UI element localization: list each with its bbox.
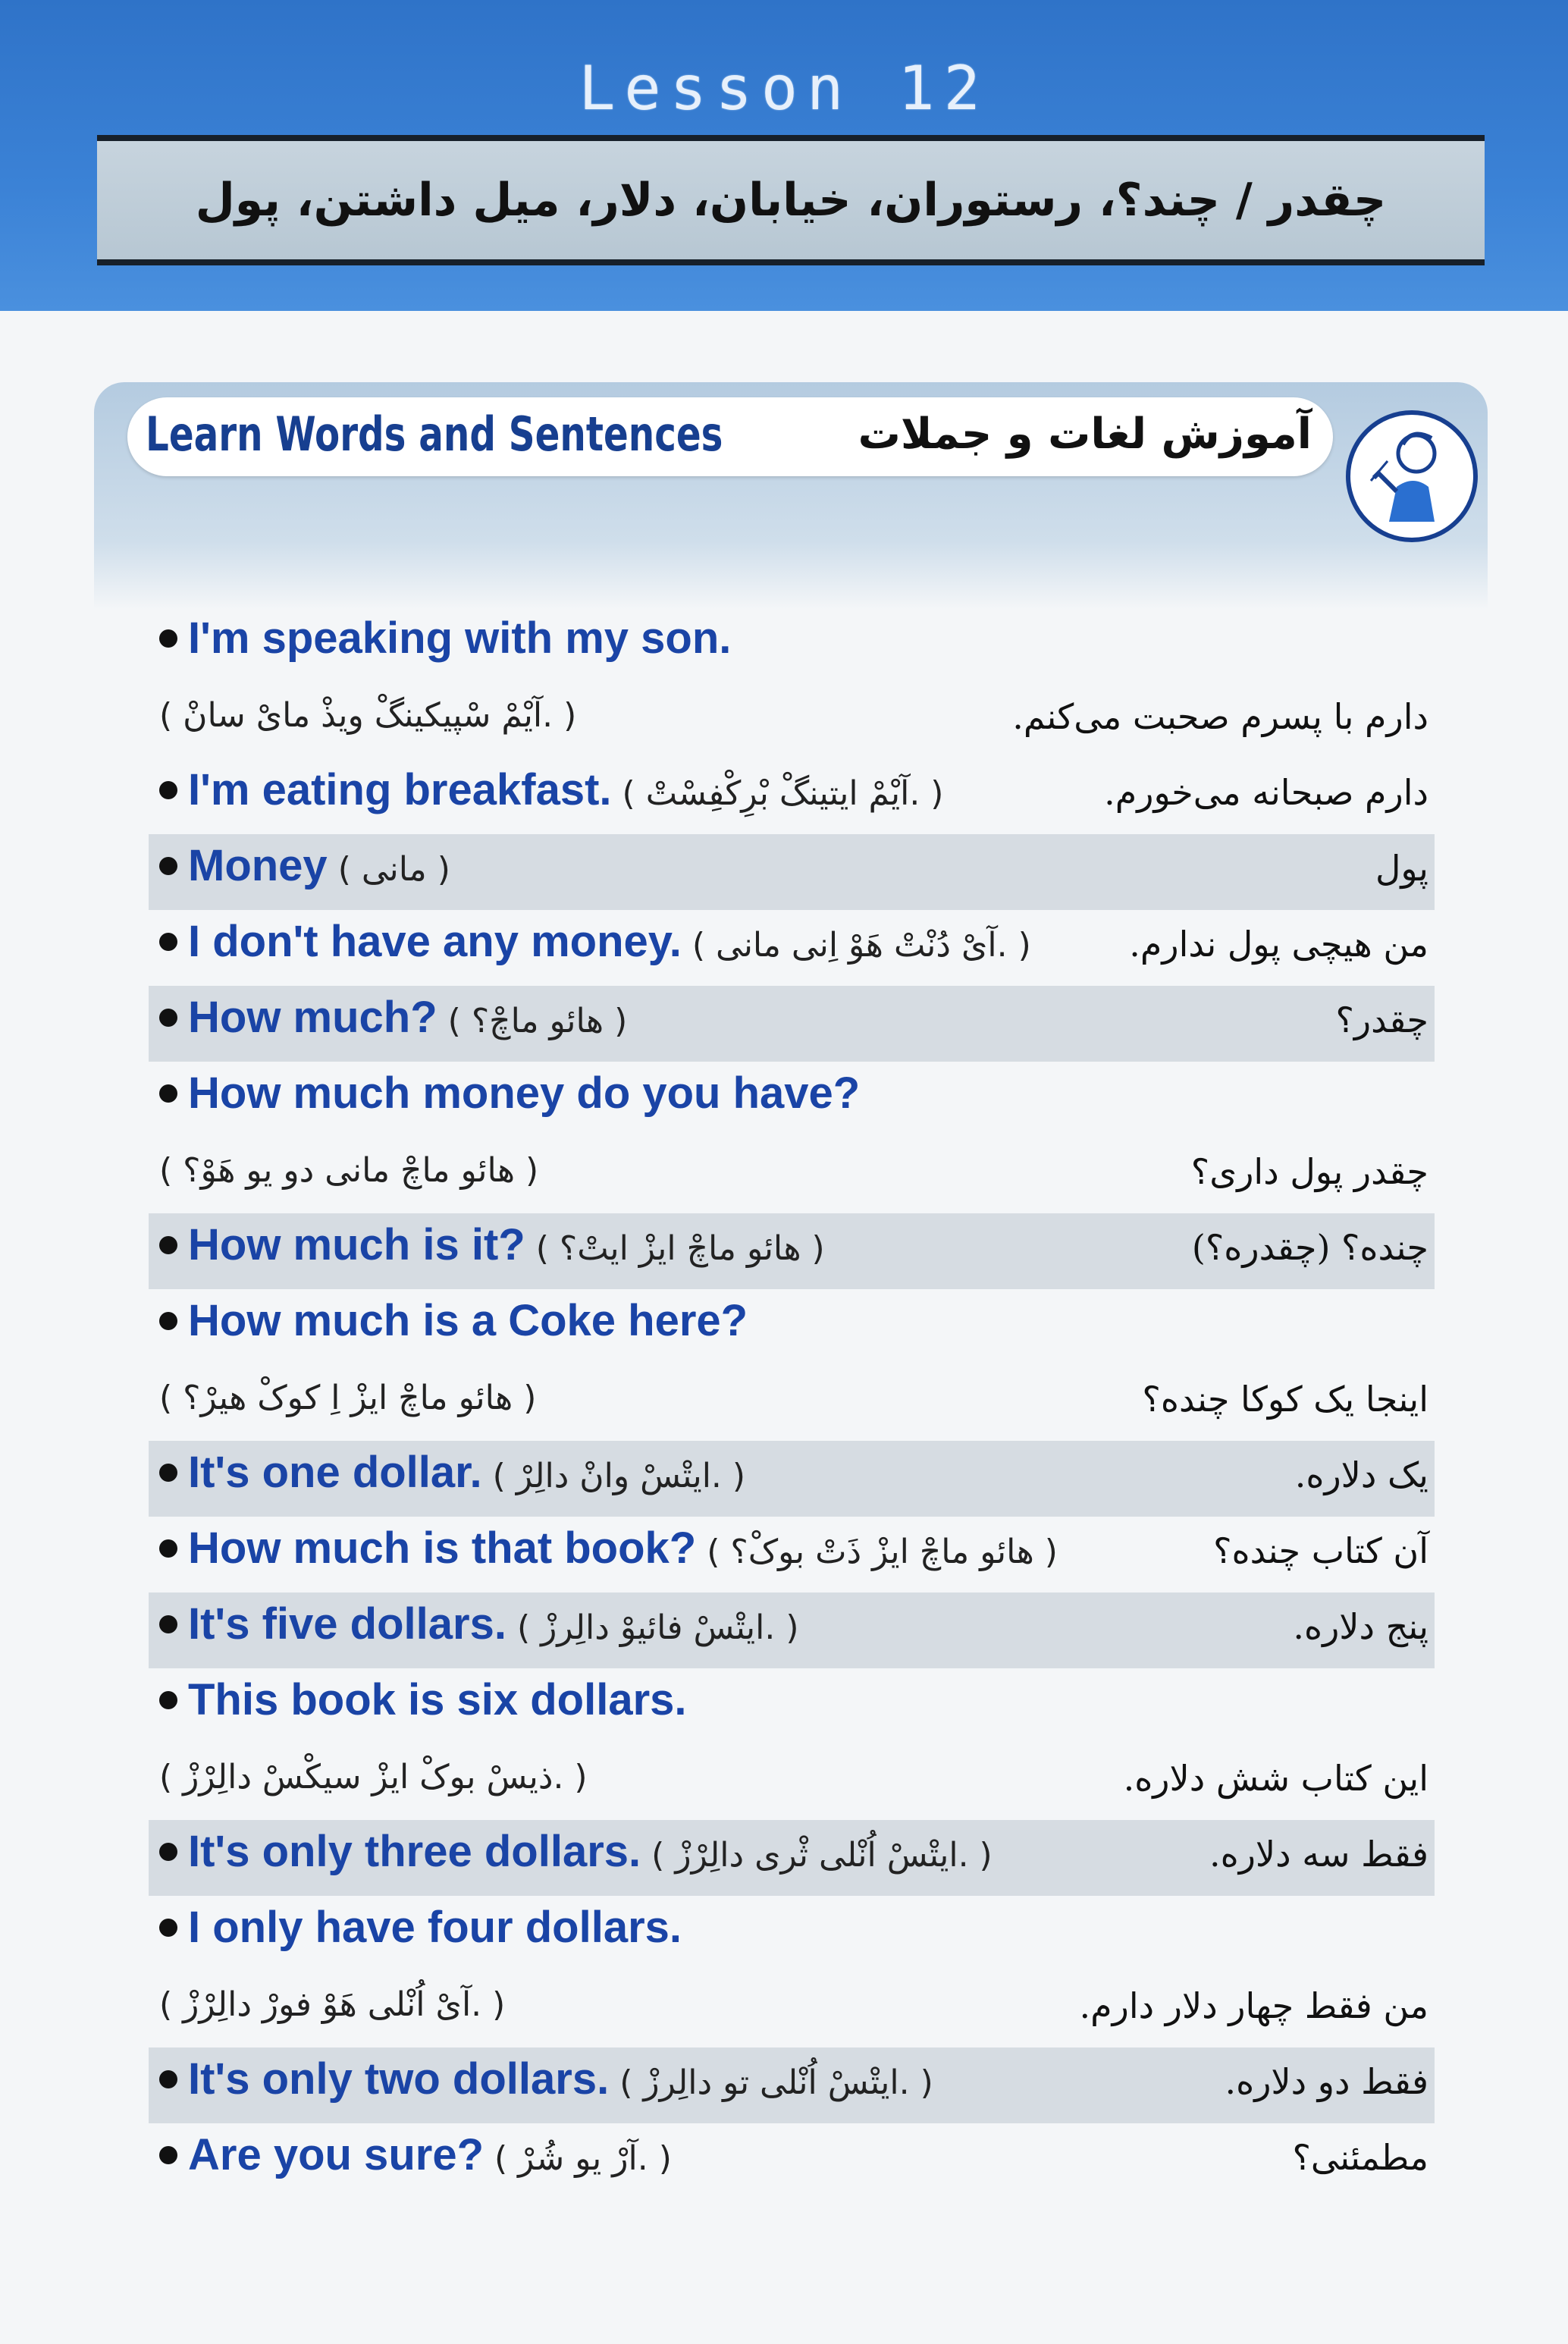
persian-translation: چنده؟ (چقدره؟) <box>1191 1227 1428 1268</box>
bullet-icon <box>159 857 177 875</box>
sentence-row <box>149 1668 1435 1820</box>
bullet-icon <box>159 933 177 951</box>
sentence-row <box>149 2047 1435 2123</box>
persian-translation: پول <box>1375 848 1428 889</box>
bullet-icon <box>159 1843 177 1861</box>
english-sentence: It's five dollars. <box>188 1599 506 1649</box>
sentence-row <box>149 910 1435 986</box>
persian-translation: پنج دلاره. <box>1293 1606 1428 1647</box>
pronunciation: ( هائو ماچْ ایزْ ذَتْ بوکْ؟ ) <box>707 1533 1058 1571</box>
persian-translation: اینجا یک کوکا چنده؟ <box>1142 1379 1428 1420</box>
section-title-fa: آموزش لغات و جملات <box>858 409 1312 459</box>
sentence-english-line <box>159 1599 799 1649</box>
teacher-icon <box>1344 408 1480 544</box>
pronunciation: ( ایتْسْ فائیوْ دالِرزْ. ) <box>516 1608 799 1647</box>
persian-translation: این کتاب شش دلاره. <box>1123 1758 1428 1799</box>
bullet-icon <box>159 1539 177 1558</box>
persian-translation: چقدر پول داری؟ <box>1190 1151 1428 1192</box>
pronunciation: ( هائو ماچْ مانی دو یو هَوْ؟ ) <box>159 1151 539 1190</box>
pronunciation: ( ایتْسْ اُنْلی تو دالِرزْ. ) <box>619 2063 933 2102</box>
sentence-english-line <box>159 840 450 891</box>
sentence-row <box>149 834 1435 910</box>
bullet-icon <box>159 1615 177 1633</box>
english-sentence: Are you sure? <box>188 2130 484 2179</box>
sentence-english-line <box>159 992 627 1043</box>
pronunciation: ( هائو ماچْ ایزْ ایتْ؟ ) <box>535 1229 825 1268</box>
sentence-row <box>149 758 1435 834</box>
sentence-row <box>149 2123 1435 2199</box>
persian-translation: یک دلاره. <box>1294 1454 1428 1495</box>
sentence-english-line <box>159 1447 745 1498</box>
bullet-icon <box>159 2070 177 2088</box>
persian-translation: فقط سه دلاره. <box>1209 1834 1428 1875</box>
english-sentence: How much? <box>188 993 437 1042</box>
bullet-icon <box>159 781 177 799</box>
sentence-english-line <box>159 1674 687 1725</box>
sentence-english-line <box>159 916 1031 967</box>
sentence-english-line <box>159 1295 748 1346</box>
sentence-english-line <box>159 1219 825 1270</box>
bullet-icon <box>159 1312 177 1330</box>
persian-translation: چقدر؟ <box>1335 999 1428 1040</box>
bullet-icon <box>159 1919 177 1937</box>
sentence-english-line <box>159 1523 1058 1574</box>
lesson-number: Lesson 12 <box>579 53 989 124</box>
english-sentence: How much money do you have? <box>188 1068 861 1118</box>
bullet-icon <box>159 629 177 648</box>
pronunciation: ( ایتْسْ اُنْلی ثْری دالِرْزْ. ) <box>651 1836 993 1875</box>
pronunciation: ( ایتْسْ وانْ دالِرْ. ) <box>492 1457 746 1495</box>
sentence-row <box>149 607 1435 758</box>
sentence-row <box>149 1820 1435 1896</box>
pronunciation: ( هائو ماچْ؟ ) <box>447 1002 628 1040</box>
pronunciation: ( ذیسْ بوکْ ایزْ سیکْسْ دالِرْزْ. ) <box>159 1758 588 1796</box>
bullet-icon <box>159 1464 177 1482</box>
persian-translation: دارم با پسرم صحبت می‌کنم. <box>1012 696 1428 737</box>
bullet-icon <box>159 1009 177 1027</box>
sentence-row <box>149 1441 1435 1517</box>
sentence-row <box>149 986 1435 1062</box>
sentence-row <box>149 1517 1435 1592</box>
persian-translation: فقط دو دلاره. <box>1225 2061 1428 2102</box>
english-sentence: How much is it? <box>188 1220 525 1269</box>
english-sentence: I only have four dollars. <box>188 1903 682 1952</box>
persian-translation: دارم صبحانه می‌خورم. <box>1104 772 1428 813</box>
sentence-english-line <box>159 1826 993 1877</box>
english-sentence: How much is that book? <box>188 1523 697 1573</box>
english-sentence: It's one dollar. <box>188 1448 482 1497</box>
english-sentence: How much is a Coke here? <box>188 1296 748 1345</box>
pronunciation: ( آیْ دُنْتْ هَوْ اِنی مانی. ) <box>691 926 1031 965</box>
english-sentence: I'm speaking with my son. <box>188 613 732 663</box>
english-sentence: I don't have any money. <box>188 917 682 966</box>
persian-translation: مطمئنی؟ <box>1292 2137 1428 2178</box>
sentence-row <box>149 1289 1435 1441</box>
persian-translation: آن کتاب چنده؟ <box>1213 1530 1428 1571</box>
sentence-english-line <box>159 2054 933 2104</box>
english-sentence: It's only three dollars. <box>188 1827 641 1876</box>
pronunciation: ( آیْمْ ایتینگْ بْرِکْفِسْتْ. ) <box>622 774 944 813</box>
bullet-icon <box>159 1084 177 1103</box>
bullet-icon <box>159 1236 177 1254</box>
lesson-topic-title: چقدر / چند؟، رستوران، خیابان، دلار، میل داشتن، پول <box>195 174 1387 227</box>
sentence-english-line <box>159 1068 860 1119</box>
bullet-icon <box>159 1691 177 1709</box>
pronunciation: ( مانی ) <box>337 850 450 889</box>
english-sentence: Money <box>188 841 328 890</box>
sentence-english-line <box>159 764 943 815</box>
sentence-row <box>149 1592 1435 1668</box>
pronunciation: ( آرْ یو شُرْ. ) <box>494 2139 672 2178</box>
sentence-english-line <box>159 2129 672 2180</box>
sentence-row <box>149 1062 1435 1213</box>
section-title-en: Learn Words and Sentences <box>146 406 723 462</box>
pronunciation: ( آیْ اُنْلی هَوْ فورْ دالِرْزْ. ) <box>159 1985 506 2024</box>
persian-translation: من هیچی پول ندارم. <box>1129 924 1428 965</box>
sentence-list <box>149 607 1435 2199</box>
sentence-english-line <box>159 613 731 664</box>
sentence-row <box>149 1213 1435 1289</box>
english-sentence: This book is six dollars. <box>188 1675 687 1724</box>
english-sentence: It's only two dollars. <box>188 2054 610 2104</box>
bullet-icon <box>159 2146 177 2164</box>
persian-translation: من فقط چهار دلار دارم. <box>1079 1985 1428 2026</box>
pronunciation: ( هائو ماچْ ایزْ اِ کوکْ هیرْ؟ ) <box>159 1379 537 1417</box>
english-sentence: I'm eating breakfast. <box>188 765 612 814</box>
sentence-english-line <box>159 1902 682 1953</box>
pronunciation: ( آیْمْ سْپیکینگْ ویذْ مایْ سانْ. ) <box>159 696 577 735</box>
title-banner <box>97 135 1485 265</box>
sentence-row <box>149 1896 1435 2047</box>
